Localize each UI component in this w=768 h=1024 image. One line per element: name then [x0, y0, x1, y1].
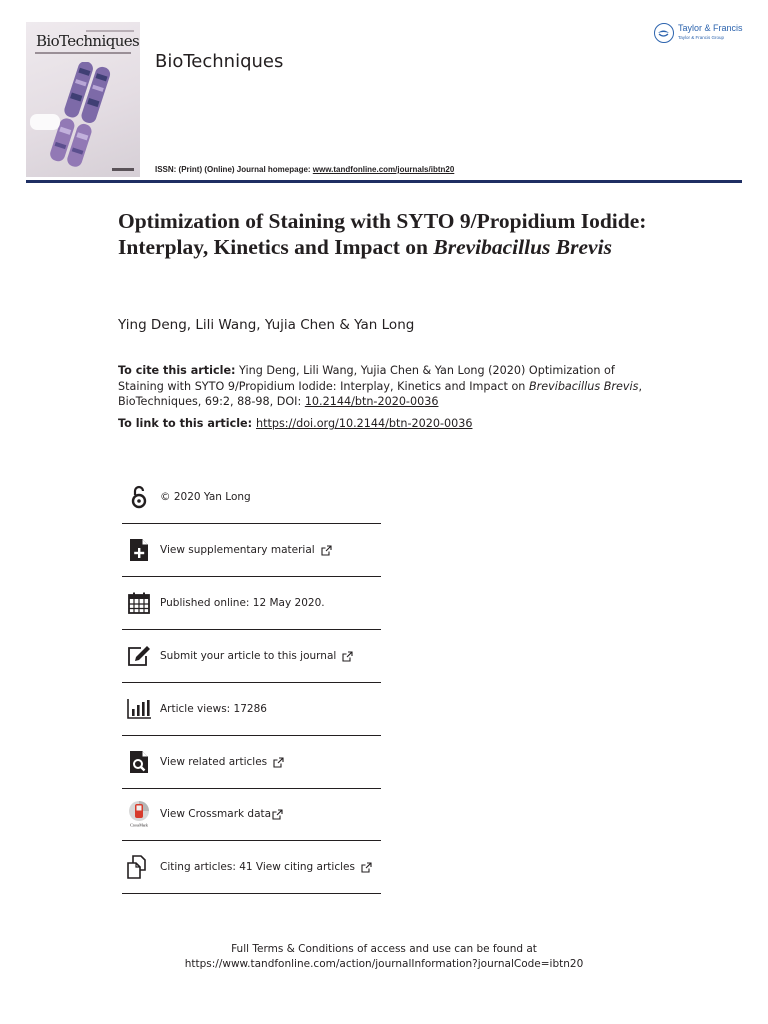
citation-source: , BioTechniques, 69:2, 88-98, DOI:	[118, 379, 643, 408]
cover-publisher-mark	[112, 168, 134, 171]
taylor-francis-icon	[654, 23, 674, 43]
chromosome-illustration	[26, 62, 140, 177]
citation-text: Ying Deng, Lili Wang, Yujia Chen & Yan Long (2020) Optimization of Staining with SYTO 9/Propidium Iodide: Interplay, Kinetics and Impact on	[118, 364, 615, 393]
open-access-icon	[126, 484, 152, 510]
submit-article-row[interactable]	[122, 630, 381, 683]
crossmark-row[interactable]	[122, 788, 381, 841]
article-link-label: To link to this article:	[118, 417, 256, 430]
terms-line: Full Terms & Conditions of access and use can be found at	[231, 943, 537, 955]
copyright-row	[122, 471, 381, 524]
journal-cover-image	[26, 22, 140, 177]
external-link-icon	[272, 809, 283, 820]
related-articles-label: View related articles	[160, 756, 268, 768]
article-link-line	[118, 417, 472, 430]
issn-line	[155, 165, 454, 174]
published-online-row	[122, 577, 381, 630]
related-articles-row[interactable]	[122, 736, 381, 789]
external-link-icon	[361, 862, 372, 873]
citing-articles-label: Citing articles: 41 View citing articles	[160, 861, 355, 873]
article-views-label: Article views: 17286	[160, 703, 267, 715]
published-online-label: Published online: 12 May 2020.	[160, 597, 325, 609]
crossmark-label: View Crossmark data	[160, 808, 272, 820]
external-link-icon	[321, 545, 332, 556]
citing-articles-row[interactable]	[122, 841, 381, 894]
supplementary-label: View supplementary material	[160, 544, 315, 556]
terms-url[interactable]: https://www.tandfonline.com/action/journalInformation?journalCode=ibtn20	[184, 958, 584, 970]
article-authors: Ying Deng, Lili Wang, Yujia Chen & Yan Long	[118, 317, 415, 333]
supplementary-row[interactable]	[122, 524, 381, 577]
publisher-name: Taylor & Francis	[678, 23, 743, 33]
citation-species: Brevibacillus Brevis	[528, 379, 639, 393]
external-link-icon	[273, 757, 284, 768]
publisher-group: Taylor & Francis Group	[678, 35, 725, 40]
journal-homepage-link[interactable]: www.tandfonline.com/journals/ibtn20	[312, 165, 455, 174]
submit-article-label: Submit your article to this journal	[160, 650, 337, 662]
supplementary-file-icon	[126, 537, 152, 563]
calendar-icon	[126, 590, 152, 616]
cover-title: BioTechniques	[36, 32, 140, 50]
header-divider	[26, 180, 742, 183]
terms-footer	[0, 942, 768, 972]
external-link-icon	[342, 651, 353, 662]
citing-articles-icon	[126, 854, 152, 880]
cover-subtitle-line	[35, 52, 131, 54]
article-title-species: Brevibacillus Brevis	[433, 235, 612, 259]
article-title	[118, 208, 658, 260]
doi-link[interactable]: 10.2144/btn-2020-0036	[304, 395, 439, 408]
taylor-francis-logo[interactable]	[654, 22, 749, 48]
copyright-label: © 2020 Yan Long	[160, 491, 251, 503]
article-url-link[interactable]: https://doi.org/10.2144/btn-2020-0036	[256, 417, 473, 430]
bar-chart-icon	[126, 696, 152, 722]
citation-block	[118, 363, 648, 410]
article-views-row	[122, 683, 381, 736]
issn-text: ISSN: (Print) (Online) Journal homepage:	[155, 165, 313, 174]
crossmark-icon	[126, 801, 152, 827]
related-articles-icon	[126, 749, 152, 775]
crossmark-caption: CrossMark	[130, 822, 148, 828]
journal-name: BioTechniques	[155, 51, 284, 72]
citation-label: To cite this article:	[118, 364, 236, 377]
edit-icon	[126, 643, 152, 669]
article-title-text: Optimization of Staining with SYTO 9/Propidium Iodide: Interplay, Kinetics and Impact on	[118, 209, 647, 259]
